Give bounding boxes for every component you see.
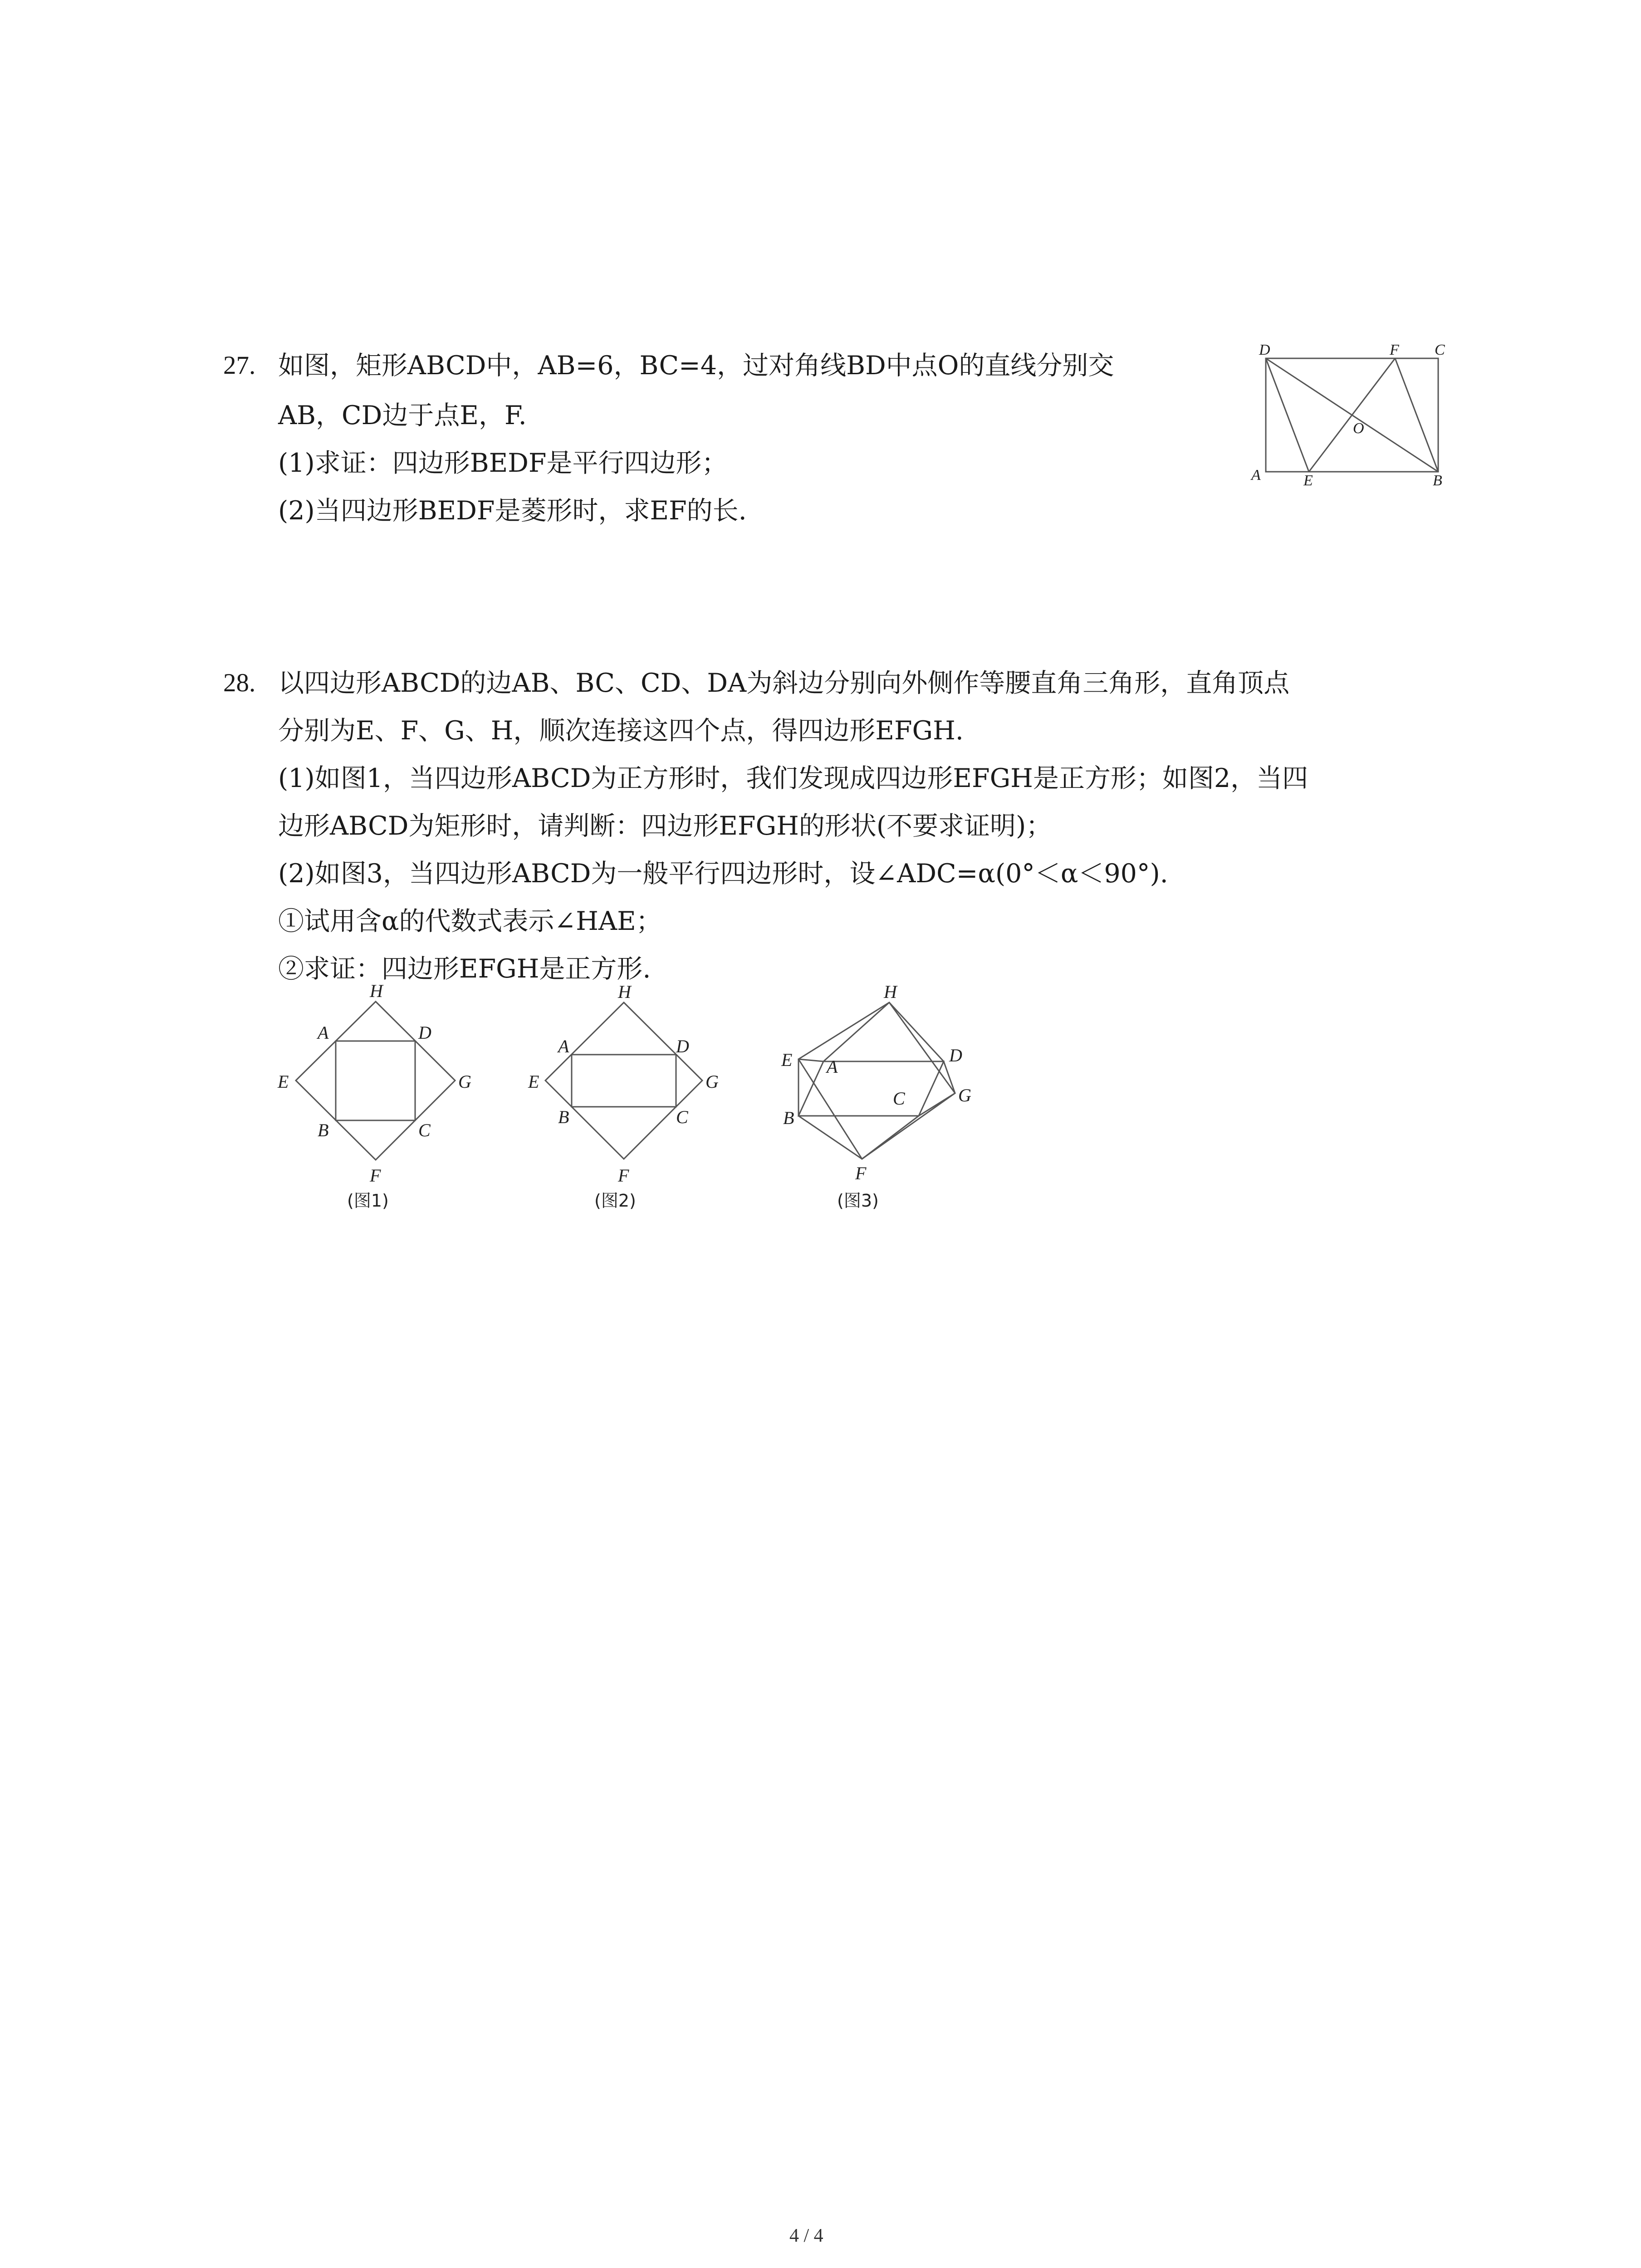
label-d: D — [949, 1045, 962, 1066]
label-e: E — [781, 1050, 793, 1070]
label-e: E — [278, 1071, 289, 1092]
label-a: A — [558, 1036, 569, 1056]
label-c: C — [893, 1088, 905, 1109]
q27-number: 27. — [223, 351, 256, 380]
q27-figure — [1239, 336, 1465, 499]
segment-de — [1266, 358, 1309, 472]
square-efgh — [545, 1002, 702, 1159]
q28-line-2: 分别为E、F、G、H，顺次连接这四个点，得四边形EFGH. — [278, 716, 964, 746]
segment-hd — [889, 1002, 944, 1061]
segment-ef — [1309, 358, 1395, 472]
segment-gd — [944, 1061, 955, 1093]
q28-line-6: ①试用含α的代数式表示∠HAE； — [278, 906, 662, 936]
q27-line-2: AB，CD边于点E，F. — [278, 401, 527, 430]
label-d: D — [418, 1022, 431, 1043]
label-c: C — [1435, 342, 1445, 358]
label-g: G — [958, 1085, 971, 1105]
label-f: F — [618, 1165, 629, 1186]
label-b: B — [318, 1120, 329, 1140]
q28-line-3: (1)如图1，当四边形ABCD为正方形时，我们发现成四边形EFGH是正方形；如图2，当四 — [278, 763, 1308, 793]
square-efgh — [798, 1002, 955, 1159]
figure-1-caption: (图1) — [347, 1191, 389, 1211]
q28-number: 28. — [223, 669, 256, 697]
q28-line-7: ②求证：四边形EFGH是正方形. — [278, 954, 651, 984]
page-number: 4 / 4 — [789, 2225, 823, 2246]
segment-fb — [1395, 358, 1438, 472]
q27-line-1: 如图，矩形ABCD中，AB=6，BC=4，过对角线BD中点O的直线分别交 — [278, 351, 1114, 381]
segment-ea — [798, 1059, 823, 1061]
label-e: E — [1303, 472, 1313, 489]
label-g: G — [458, 1071, 471, 1092]
label-h: H — [884, 982, 897, 1002]
rectangle-abcd — [572, 1055, 676, 1107]
segment-fb — [798, 1116, 862, 1159]
q28-figure-3 — [771, 980, 1007, 1216]
square-abcd — [336, 1041, 415, 1120]
label-f: F — [1390, 342, 1399, 358]
label-b: B — [1433, 472, 1442, 489]
q27-line-3: (1)求证：四边形BEDF是平行四边形； — [278, 448, 728, 478]
label-f: F — [370, 1165, 381, 1186]
q28-line-4: 边形ABCD为矩形时，请判断：四边形EFGH的形状(不要求证明)； — [278, 811, 1052, 841]
q28-line-5: (2)如图3，当四边形ABCD为一般平行四边形时，设∠ADC=α(0°＜α＜90°). — [278, 859, 1168, 889]
segment-fc — [862, 1116, 919, 1159]
label-d: D — [676, 1036, 689, 1056]
label-a: A — [827, 1056, 838, 1077]
figure-2-caption: (图2) — [594, 1191, 636, 1211]
label-a: A — [1251, 467, 1261, 484]
label-h: H — [370, 981, 383, 1001]
label-b: B — [558, 1107, 569, 1127]
label-b: B — [783, 1108, 794, 1128]
label-c: C — [418, 1120, 431, 1140]
parallelogram-abcd — [798, 1061, 944, 1116]
q28-figure-1 — [272, 980, 481, 1216]
q28-figure-2 — [522, 980, 730, 1216]
label-c: C — [676, 1107, 688, 1127]
label-e: E — [528, 1071, 539, 1092]
label-d: D — [1259, 342, 1270, 358]
figure-3-caption: (图3) — [837, 1191, 879, 1211]
q28-line-1: 以四边形ABCD的边AB、BC、CD、DA为斜边分别向外侧作等腰直角三角形，直角顶点 — [278, 668, 1290, 698]
label-h: H — [618, 982, 631, 1002]
label-a: A — [318, 1022, 329, 1043]
segment-ha — [823, 1002, 889, 1061]
label-g: G — [705, 1071, 719, 1092]
q27-line-4: (2)当四边形BEDF是菱形时，求EF的长. — [278, 496, 747, 526]
label-f: F — [855, 1163, 867, 1183]
label-o: O — [1353, 420, 1364, 437]
